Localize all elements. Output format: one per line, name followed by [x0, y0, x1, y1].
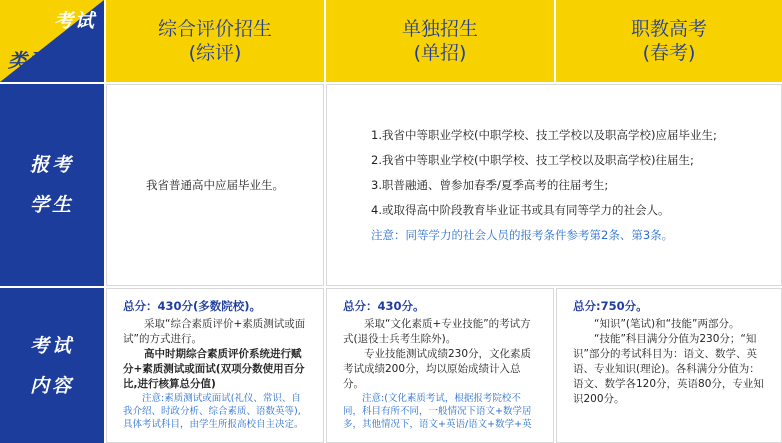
column-subtitle: (春考)	[642, 42, 696, 64]
column-title: 综合评价招生	[157, 18, 272, 40]
content-chunkao-cell	[556, 288, 782, 443]
row-label-line2: 内容	[29, 374, 74, 397]
applicants-danzhao-chunkao-cell	[326, 84, 782, 286]
column-title: 职教高考	[630, 18, 707, 40]
row-label-applicants	[0, 84, 104, 286]
column-header-danzhao	[326, 0, 554, 82]
column-title: 单独招生	[401, 18, 478, 40]
content-paragraph: “技能”科目满分分值为230分；“知识”部分的考试科目为：语文、数学、英语、专业知识(理论)。各科满分分值为：语文、数学各120分，英语80分，专业知识200分。	[573, 333, 764, 405]
row-label-line2: 学生	[29, 194, 74, 216]
column-header-chunkao	[556, 0, 782, 82]
content-note: 注意:(文化素质考试，根据报考院校不同，科目有所不同，一般情况下语文+数学居多，其他情况下，语文+英语/语文+数学+英	[343, 393, 532, 430]
row-label-line1: 考试	[29, 334, 74, 357]
column-header-zongping	[106, 0, 324, 82]
corner-label-exam: 考试	[53, 10, 96, 32]
column-subtitle: (综评)	[188, 42, 242, 64]
content-paragraph: “知识”(笔试)和“技能”两部分。	[594, 318, 740, 330]
applicant-item: 2.我省中等职业学校(中职学校、技工学校以及职高学校)往届生;	[371, 153, 694, 167]
total-score: 总分:750分。	[573, 299, 648, 313]
applicant-item: 1.我省中等职业学校(中职学校、技工学校以及职高学校)应届毕业生;	[371, 128, 717, 142]
content-paragraph: 采取“综合素质评价+素质测试或面试”的方式进行。	[123, 318, 306, 345]
content-zongping-cell	[106, 288, 324, 443]
content-paragraph: 专业技能测试成绩230分，文化素质考试成绩200分，均以原始成绩计入总分。	[343, 348, 532, 390]
content-paragraph: 高中时期综合素质评价系统进行赋分+素质测试或面试(双项分数使用百分比,进行核算总分值)	[123, 348, 305, 390]
row-label-line1: 报考	[29, 154, 74, 176]
applicant-item: 3.职普融通、曾参加春季/夏季高考的往届考生;	[371, 178, 609, 192]
applicant-item: 4.或取得高中阶段教育毕业证书或具有同等学力的社会人。	[371, 203, 670, 217]
applicants-zongping-cell	[106, 84, 324, 286]
header-corner	[0, 0, 104, 82]
applicants-note: 注意：同等学力的社会人员的报考条件参考第2条、第3条。	[371, 228, 674, 242]
applicants-zongping-text: 我省普通高中应届毕业生。	[146, 177, 284, 192]
total-score: 总分：430分。	[343, 299, 425, 313]
content-paragraph: 采取“文化素质+专业技能”的考试方式(退役士兵考生除外)。	[343, 318, 531, 345]
row-label-content	[0, 288, 104, 443]
content-danzhao-cell	[326, 288, 554, 443]
content-note: 注意:素质测试或面试(礼仪、常识、自我介绍、时政分析、综合素质、语数英等),具体考试科目，由学生所报高校自主决定。	[123, 393, 304, 430]
total-score: 总分：430分(多数院校)。	[123, 299, 262, 313]
corner-label-type: 类型	[8, 50, 51, 72]
column-subtitle: (单招)	[413, 42, 467, 64]
